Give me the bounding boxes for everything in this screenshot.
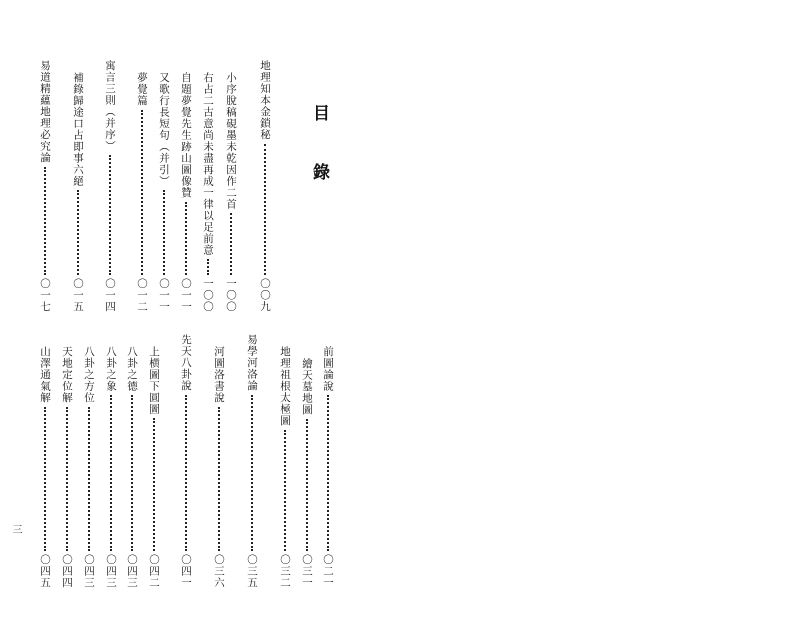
toc-entry[interactable]	[300, 358, 314, 588]
toc-entry-label: 右占二古意尚未盡再成一律以足前意	[202, 72, 214, 256]
toc-entry[interactable]	[258, 60, 272, 312]
toc-entry-page: 〇一一	[158, 277, 170, 312]
toc-entry-page: 〇四三	[83, 553, 95, 588]
leader-dots	[207, 259, 209, 275]
toc-entry-page: 〇三二	[279, 553, 291, 588]
toc-entry-page: 〇三五	[246, 553, 258, 588]
toc-entry[interactable]	[278, 346, 292, 588]
toc-entry-page: 〇一四	[104, 277, 116, 312]
toc-entry-page: 〇一一	[180, 277, 192, 312]
toc-entry-page: 〇一二	[136, 277, 148, 312]
toc-entry[interactable]	[38, 60, 52, 312]
toc-entry-page: 〇三一	[301, 553, 313, 588]
toc-entry-label: 夢覺篇	[136, 72, 148, 107]
leader-dots	[44, 407, 46, 551]
leader-dots	[163, 190, 165, 275]
toc-entry-label: 八卦之方位	[83, 346, 95, 404]
toc-entry[interactable]	[179, 72, 193, 312]
leader-dots	[264, 144, 266, 275]
toc-entry-label: 自題夢覺先生跡山圖像贊	[180, 72, 192, 199]
leader-dots	[141, 110, 143, 275]
toc-entry[interactable]	[179, 334, 193, 588]
toc-entry[interactable]	[104, 346, 118, 588]
toc-entry[interactable]	[147, 346, 161, 588]
toc-entry-label: 補錄歸途口占即事六絕	[72, 72, 84, 187]
toc-entry-label: 八卦之象	[105, 346, 117, 392]
toc-entry[interactable]	[71, 72, 85, 312]
toc-entry-label: 先天八卦說	[180, 334, 192, 392]
leader-dots	[131, 395, 133, 551]
toc-entry[interactable]	[201, 72, 215, 312]
toc-entry-label: 地理知本金鎖秘	[259, 60, 271, 141]
toc-entry-label: 易道精蘊地理必究論	[39, 60, 51, 164]
toc-entry-label: 八卦之德	[126, 346, 138, 392]
toc-entry[interactable]	[38, 346, 52, 588]
leader-dots	[109, 155, 111, 275]
leader-dots	[327, 395, 329, 551]
leader-dots	[110, 395, 112, 551]
toc-entry-page: 〇四三	[105, 553, 117, 588]
toc-entry-page: 〇〇九	[259, 277, 271, 312]
toc-entry[interactable]	[60, 346, 74, 588]
toc-entry[interactable]	[157, 72, 171, 312]
toc-entry[interactable]	[125, 346, 139, 588]
toc-entry-page: 一〇〇	[225, 277, 237, 312]
leader-dots	[153, 418, 155, 551]
toc-entry-page: 〇三六	[213, 553, 225, 588]
toc-entry-label: 繪天墓地圖	[301, 358, 313, 416]
leader-dots	[284, 430, 286, 551]
toc-entry-page: 〇四一	[180, 553, 192, 588]
leader-dots	[44, 167, 46, 275]
leader-dots	[88, 407, 90, 551]
toc-entry-label: 小序脫稿硯墨未乾因作二首	[225, 72, 237, 210]
leader-dots	[218, 407, 220, 551]
leader-dots	[185, 395, 187, 551]
toc-entry[interactable]	[245, 334, 259, 588]
leader-dots	[251, 395, 253, 551]
toc-entry-label: 地理祖根太極圖	[279, 346, 291, 427]
toc-entry-label: 易學河洛論	[246, 334, 258, 392]
toc-entry-label: 上横圖下圓圖	[148, 346, 160, 415]
leader-dots	[66, 407, 68, 551]
leader-dots	[185, 202, 187, 275]
toc-entry[interactable]	[212, 346, 226, 588]
toc-entry-page: 〇二一	[322, 553, 334, 588]
toc-entry-page: 〇四四	[61, 553, 73, 588]
leader-dots	[306, 419, 308, 551]
toc-entry-page: 〇四五	[39, 553, 51, 588]
leader-dots	[77, 190, 79, 275]
toc-entry-label: 天地定位解	[61, 346, 73, 404]
toc-entry[interactable]	[103, 60, 117, 312]
toc-entry-page: 〇一七	[39, 277, 51, 312]
toc-entry[interactable]	[224, 72, 238, 312]
toc-entry[interactable]	[82, 346, 96, 588]
toc-entry-page: 一〇〇	[202, 277, 214, 312]
toc-entry-page: 〇一五	[72, 277, 84, 312]
leader-dots	[230, 213, 232, 275]
toc-entry-page: 〇四二	[148, 553, 160, 588]
toc-entry-label: 前圖論說	[322, 346, 334, 392]
toc-entry[interactable]	[135, 72, 149, 312]
toc-entry-label: 又歌行長短句（并引）	[158, 72, 170, 187]
toc-entry-label: 河圖洛書說	[213, 346, 225, 404]
toc-entry-page: 〇四三	[126, 553, 138, 588]
toc-entry-label: 寓言三則（并序）	[104, 60, 116, 152]
toc-title: 目 錄	[309, 104, 329, 198]
toc-entry[interactable]	[321, 346, 335, 588]
toc-entry-label: 山澤通氣解	[39, 346, 51, 404]
page-number: 三	[10, 524, 21, 534]
